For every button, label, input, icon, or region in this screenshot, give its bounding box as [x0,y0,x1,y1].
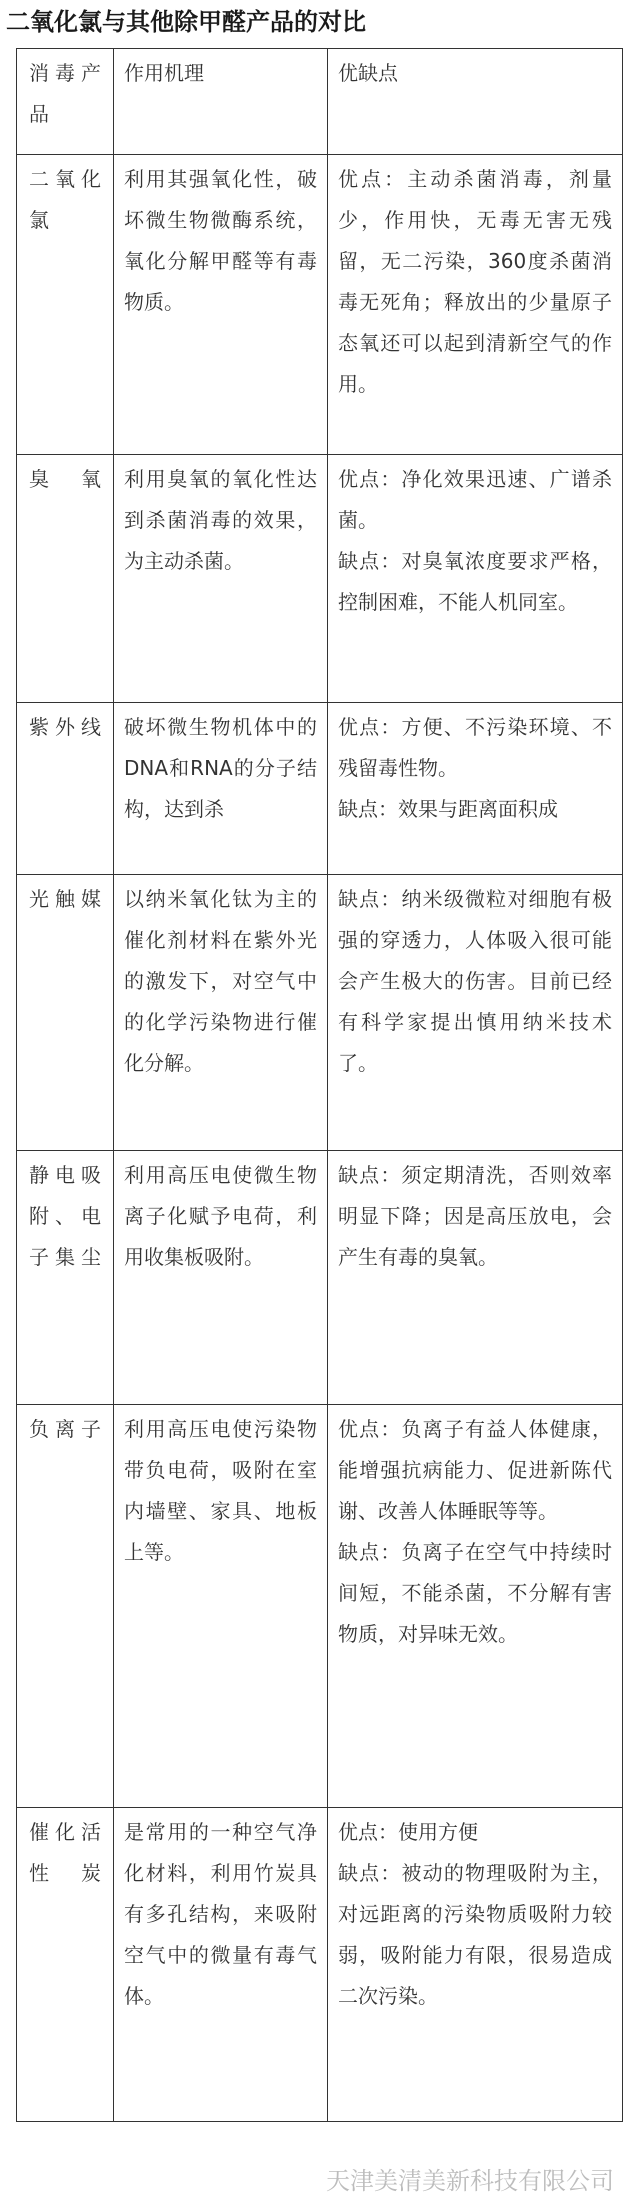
cons-text: 缺点：纳米级微粒对细胞有极强的穿透力，人体吸入很可能会产生极大的伤害。目前已经有科学家提出慎用纳米技术了。 [338,887,612,1075]
product-name: 静电吸附、电子集尘 [17,1151,114,1405]
table-row [17,703,623,875]
pros-text: 优点：净化效果迅速、广谱杀菌。 [338,467,612,532]
table-row [17,1808,623,2122]
cons-text: 缺点：对臭氧浓度要求严格，控制困难，不能人机同室。 [338,549,612,614]
mechanism-text: 利用臭氧的氧化性达到杀菌消毒的效果，为主动杀菌。 [114,455,328,703]
cons-text: 缺点：须定期清洗，否则效率明显下降；因是高压放电，会产生有毒的臭氧。 [338,1163,612,1269]
pros-text: 优点：负离子有益人体健康，能增强抗病能力、促进新陈代谢、改善人体睡眠等等。 [338,1417,612,1523]
product-name: 催化活性炭 [17,1808,114,2122]
pros-text: 优点：使用方便 [338,1820,478,1844]
pros-text: 优点：方便、不污染环境、不残留毒性物。 [338,715,612,780]
table-row [17,455,623,703]
header-product: 消毒产品 [17,49,114,155]
company-watermark: 天津美清美新科技有限公司 [326,2167,614,2195]
comparison-table [16,48,623,2122]
note-text: 优点：主动杀菌消毒，剂量少，作用快，无毒无害无残留，无二污染，360度杀菌消毒无死角；释放出的少量原子态氧还可以起到清新空气的作用。 [338,167,612,396]
table-row [17,155,623,455]
pros-cons-cell [328,1151,623,1405]
table-row [17,1151,623,1405]
pros-cons-cell [328,1808,623,2122]
cons-text: 缺点：被动的物理吸附为主，对远距离的污染物质吸附力较弱，吸附能力有限，很易造成二次污染。 [338,1861,612,2008]
mechanism-text: 是常用的一种空气净化材料，利用竹炭具有多孔结构，来吸附空气中的微量有毒气体。 [114,1808,328,2122]
product-name: 光触媒 [17,875,114,1151]
table-header-row [17,49,623,155]
mechanism-text: 破坏微生物机体中的DNA和RNA的分子结构，达到杀 [114,703,328,875]
mechanism-text: 利用高压电使污染物带负电荷，吸附在室内墙壁、家具、地板上等。 [114,1405,328,1808]
mechanism-text: 利用高压电使微生物离子化赋予电荷，利用收集板吸附。 [114,1151,328,1405]
product-name: 紫外线 [17,703,114,875]
pros-cons-cell [328,875,623,1151]
pros-cons-cell [328,703,623,875]
cons-text: 缺点：负离子在空气中持续时间短，不能杀菌，不分解有害物质，对异味无效。 [338,1540,612,1646]
page-title: 二氧化氯与其他除甲醛产品的对比 [6,8,366,36]
pros-cons-cell [328,155,623,455]
table-row [17,1405,623,1808]
product-name: 臭氧 [17,455,114,703]
pros-cons-cell [328,1405,623,1808]
mechanism-text: 以纳米氧化钛为主的催化剂材料在紫外光的激发下，对空气中的化学污染物进行催化分解。 [114,875,328,1151]
header-mechanism: 作用机理 [114,49,328,155]
header-pros-cons: 优缺点 [328,49,623,155]
product-name: 负离子 [17,1405,114,1808]
mechanism-text: 利用其强氧化性，破坏微生物微酶系统，氧化分解甲醛等有毒物质。 [114,155,328,455]
cons-text: 缺点：效果与距离面积成 [338,797,558,821]
table-row [17,875,623,1151]
product-name: 二氧化氯 [17,155,114,455]
pros-cons-cell [328,455,623,703]
